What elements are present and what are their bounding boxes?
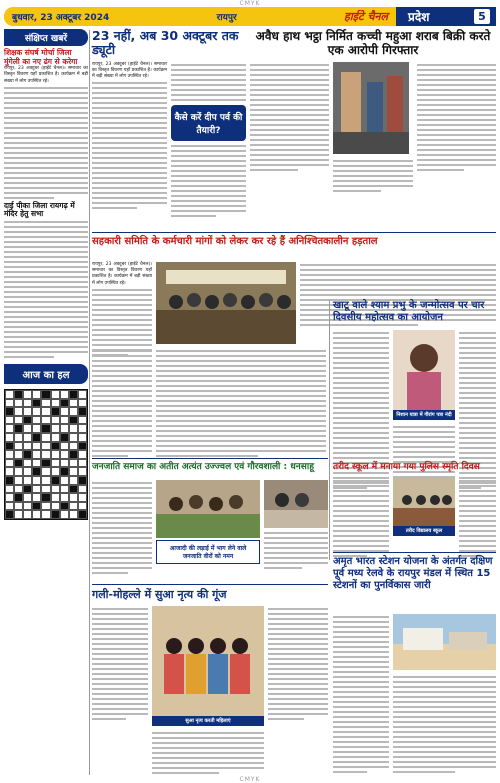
samiti-column-3 [156,348,326,460]
liquor-headline: अवैध हाथ भट्ठा निर्मित कच्ची महुआ शराब बिक्री करते एक आरोपी गिरफ्तार [255,29,491,58]
print-mark-top: CMYK [239,0,261,7]
brief-text-block-2 [4,221,88,358]
brief-body-1: रायपुर, 23 अक्टूबर (हाईटे चैनल)। समाचार का विस्तृत विवरण यहाँ प्रकाशित है। कार्यक्रम में बड़ी संख्या में लोग उपस्थित रहे। [4,66,88,84]
section-divider [333,552,496,553]
column-divider [329,300,330,560]
samaj-column-2 [264,530,328,572]
samaj-photo [156,480,260,538]
school-photo [393,478,455,526]
samiti-headline: सहकारी समिति के कर्मचारी मांगों को लेकर कर रहे हैं अनिश्चितकालीन हड़ताल [92,236,378,247]
kalash-story [333,300,496,324]
brief-title-1: शिक्षक संघर्ष मोर्चा जिला मुंगेली का नए ढंग से करेगा [4,48,78,66]
section-divider [92,232,496,233]
samiti-photo [156,262,296,344]
railway-headline: अमृत भारत स्टेशन योजना के अंतर्गत दक्षिण पूर्व मध्य रेलवे के रायपुर मंडल में स्थित 15 स्टेशनों का पुनर्विकास जारी [333,556,493,591]
section-bar [396,7,496,26]
railway-story [333,556,496,592]
sua-story [92,588,328,601]
sua-photo [152,606,264,716]
samaj-headline: जनजाति समाज का अतीत अत्यंत उज्ज्वल एवं गौरवशाली : धनसाहू [92,462,314,472]
brand-logo: हाईटे चैनल [343,10,388,23]
samaj-story [92,462,328,473]
section-title: प्रदेश [408,10,430,24]
kalash-headline: खाटू वाले श्याम प्रभु के जन्मोत्सव पर चार दिवसीय महोत्सव का आयोजन [333,300,485,323]
sua-headline: गली-मोहल्ले में सुआ नृत्य की गूंज [92,588,227,601]
liquor-photo [333,62,409,154]
school-story [333,462,496,473]
crossword-grid [4,389,88,520]
kalash-caption: निशान यात्रा में गौरांग पत्रा नंदी [393,410,455,420]
school-column-1 [333,478,389,560]
railway-column-2 [393,674,496,776]
lead-story [92,29,246,220]
brief-title-2: दाई पीका जिला रायगढ़ में मंदिर हेतु सभा [4,200,75,219]
lead-dateline: रायपुर, 23 अक्टूबर (हाईटे चैनल)। समाचार का विस्तृत विवरण यहाँ प्रकाशित है। कार्यक्रम में बड़ी संख्या में लोग उपस्थित रहे। [92,61,167,80]
railway-column-1 [333,614,389,776]
sua-caption: सुआ नृत्य करती महिलाएं [152,716,264,726]
masthead [4,7,496,26]
section-divider [92,584,328,585]
samiti-dateline: रायपुर, 23 अक्टूबर (हाईटे चैनल)। समाचार का विस्तृत विवरण यहाँ प्रकाशित है। कार्यक्रम में बड़ी संख्या में लोग उपस्थित रहे। [92,262,152,286]
samaj-quote: आजादी की लड़ाई में भाग लेने वाले जनजाति वीरों को नमन [156,540,260,564]
lead-callout: कैसे करें दीप पर्व की तैयारी? [171,105,246,141]
lead-body [92,62,246,220]
sua-column-1 [92,606,148,723]
lead-headline: 23 नहीं, अब 30 अक्टूबर तक ड्यूटी [92,28,239,58]
briefs-column [4,29,88,777]
page-number: 5 [474,9,490,24]
section-divider [92,458,328,459]
school-column-2 [459,478,496,560]
school-caption: तरीद विद्यालय स्कूल [393,526,455,536]
print-mark-bottom: CMYK [239,776,261,783]
briefs-heading: संक्षिप्त खबरें [4,29,88,46]
samaj-column-1 [92,480,152,577]
liquor-story [250,29,496,195]
railway-photo [393,614,496,670]
issue-date: बुधवार, 23 अक्टूबर 2024 [12,13,110,23]
samiti-story [92,236,496,248]
puzzle-heading: आज का हल [4,364,88,384]
samiti-column-1 [92,262,152,359]
liquor-body [250,62,496,195]
masthead-bar [4,7,396,26]
kalash-photo [393,330,455,410]
school-headline: तरीद स्कूल में मनाया गया पुलिस स्मृति दिवस [333,462,480,472]
column-divider [89,30,90,775]
samaj-photo-2 [264,480,328,528]
brief-text-block-1 [4,87,88,199]
samiti-column-4 [92,348,152,460]
sua-column-2 [268,606,328,723]
city-name: रायपुर [216,13,237,23]
sua-column-3 [152,730,264,777]
